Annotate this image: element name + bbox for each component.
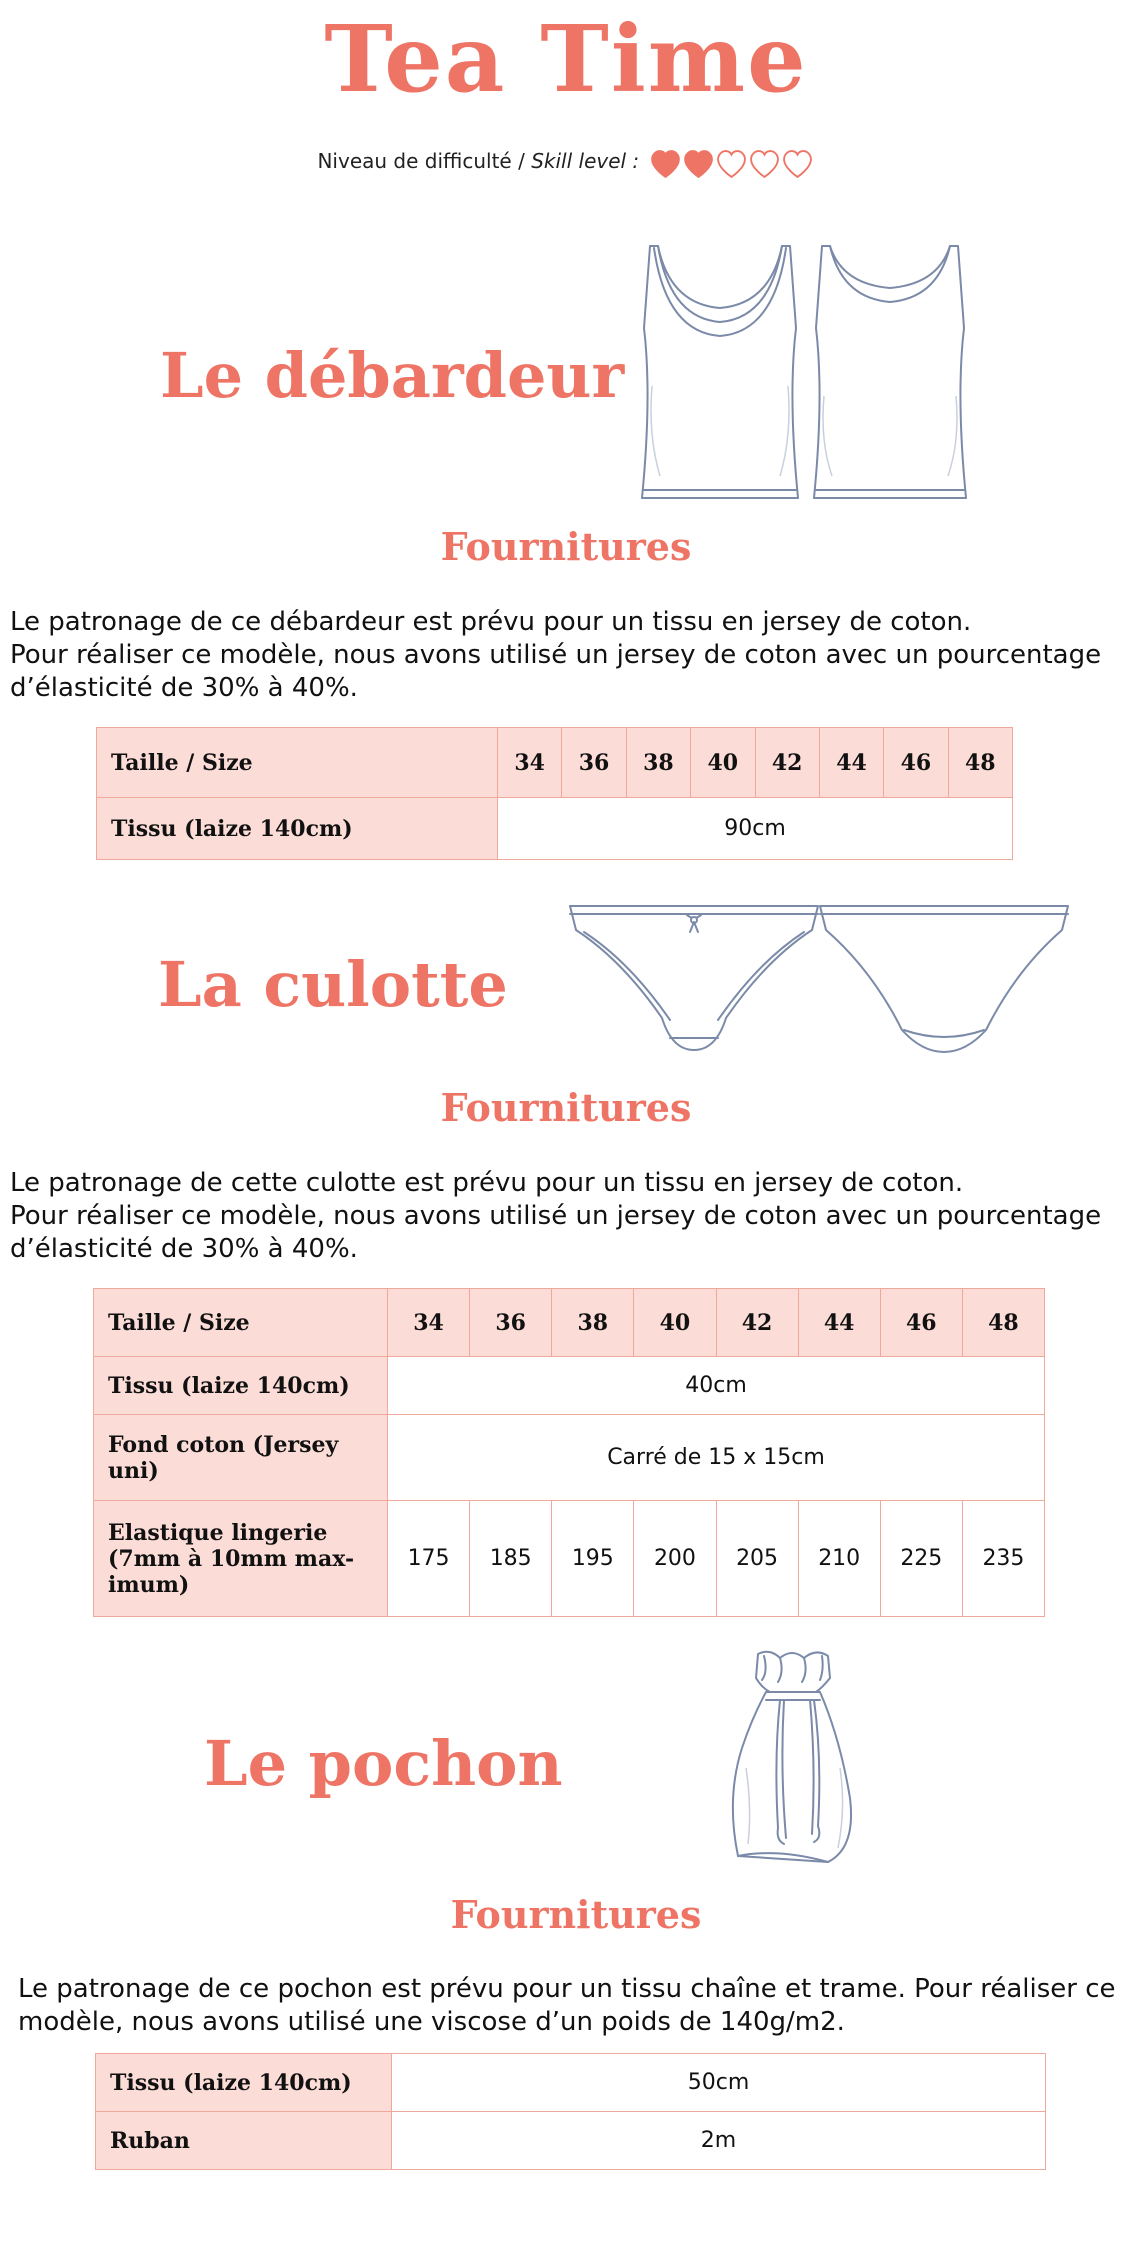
value-tissu: 50cm — [392, 2054, 1046, 2112]
size-cell: 48 — [948, 728, 1012, 798]
size-cell: 38 — [552, 1289, 634, 1357]
heart-outline-icon — [749, 149, 780, 179]
section-heading-pochon: Le pochon — [204, 1727, 563, 1800]
row-label-tissu: Tissu (laize 140cm) — [96, 2054, 392, 2112]
table-row — [96, 2054, 1046, 2112]
skill-level — [0, 144, 1132, 180]
size-cell: 40 — [691, 728, 755, 798]
size-cell: 36 — [562, 728, 626, 798]
table-row — [94, 1415, 1045, 1501]
size-cell: 48 — [962, 1289, 1044, 1357]
elastique-cell: 225 — [880, 1501, 962, 1617]
table-row — [96, 2112, 1046, 2170]
size-cell: 40 — [634, 1289, 716, 1357]
row-label-tissu: Tissu (laize 140cm) — [97, 798, 498, 860]
tank-top-front-illustration — [630, 236, 810, 506]
heart-outline-icon — [716, 149, 747, 179]
table-header-row — [97, 728, 1013, 798]
description-culotte: Le patronage de cette culotte est prévu pour un tissu en jersey de coton. Pour réaliser ce modèle, nous avons utilisé un jersey de coton avec un pourcentage d’élasticité de 30% à 40%. — [10, 1168, 1102, 1264]
size-cell: 34 — [388, 1289, 470, 1357]
supplies-table-culotte — [93, 1288, 1045, 1617]
elastique-cell: 235 — [962, 1501, 1044, 1617]
elastique-cell: 200 — [634, 1501, 716, 1617]
row-label-ruban: Ruban — [96, 2112, 392, 2170]
table-row — [94, 1501, 1045, 1617]
size-cell: 42 — [755, 728, 819, 798]
section-heading-debardeur: Le débardeur — [160, 339, 625, 412]
size-cell: 46 — [880, 1289, 962, 1357]
briefs-front-illustration — [566, 900, 822, 1060]
value-tissu: 90cm — [498, 798, 1013, 860]
briefs-back-illustration — [816, 900, 1072, 1060]
size-cell: 42 — [716, 1289, 798, 1357]
size-cell: 46 — [884, 728, 948, 798]
drawstring-bag-illustration — [718, 1648, 868, 1866]
value-fond: Carré de 15 x 15cm — [388, 1415, 1045, 1501]
supplies-table-pochon — [95, 2053, 1046, 2170]
size-cell: 44 — [798, 1289, 880, 1357]
elastique-cell: 210 — [798, 1501, 880, 1617]
size-cell: 38 — [626, 728, 690, 798]
skill-rating — [650, 146, 815, 180]
table-header-row — [94, 1289, 1045, 1357]
row-label-fond: Fond coton (Jersey uni) — [94, 1415, 388, 1501]
size-cell: 36 — [470, 1289, 552, 1357]
elastique-cell: 175 — [388, 1501, 470, 1617]
skill-label: Niveau de difficulté / — [317, 149, 532, 173]
value-tissu: 40cm — [388, 1357, 1045, 1415]
description-pochon: Le patronage de ce pochon est prévu pour un tissu chaîne et trame. Pour réaliser ce modèle, nous avons utilisé une viscose d’un poids de 140g/m2. — [18, 1974, 1116, 2037]
tank-top-back-illustration — [800, 236, 980, 506]
size-cell: 44 — [819, 728, 883, 798]
supplies-table-debardeur — [96, 727, 1013, 860]
section-heading-culotte: La culotte — [158, 948, 508, 1021]
description-debardeur: Le patronage de ce débardeur est prévu pour un tissu en jersey de coton. Pour réaliser ce modèle, nous avons utilisé un jersey de coton avec un pourcentage d’élasticité de 30% à 40%. — [10, 607, 1102, 703]
row-label-tissu: Tissu (laize 140cm) — [94, 1357, 388, 1415]
table-row — [97, 798, 1013, 860]
page-title: Tea Time — [324, 5, 808, 113]
row-label-elastique: Elastique lingerie (7mm à 10mm max-imum) — [94, 1501, 388, 1617]
fournitures-heading-pochon: Fournitures — [450, 1892, 702, 1937]
fournitures-heading-debardeur: Fournitures — [440, 524, 692, 569]
size-cell: 34 — [498, 728, 562, 798]
heart-filled-icon — [683, 149, 714, 179]
elastique-cell: 195 — [552, 1501, 634, 1617]
elastique-cell: 205 — [716, 1501, 798, 1617]
size-header: Taille / Size — [94, 1289, 388, 1357]
table-row — [94, 1357, 1045, 1415]
elastique-cell: 185 — [470, 1501, 552, 1617]
heart-outline-icon — [782, 149, 813, 179]
skill-label-en: Skill level : — [531, 149, 640, 173]
heart-filled-icon — [650, 149, 681, 179]
value-ruban: 2m — [392, 2112, 1046, 2170]
size-header: Taille / Size — [97, 728, 498, 798]
fournitures-heading-culotte: Fournitures — [440, 1085, 692, 1130]
